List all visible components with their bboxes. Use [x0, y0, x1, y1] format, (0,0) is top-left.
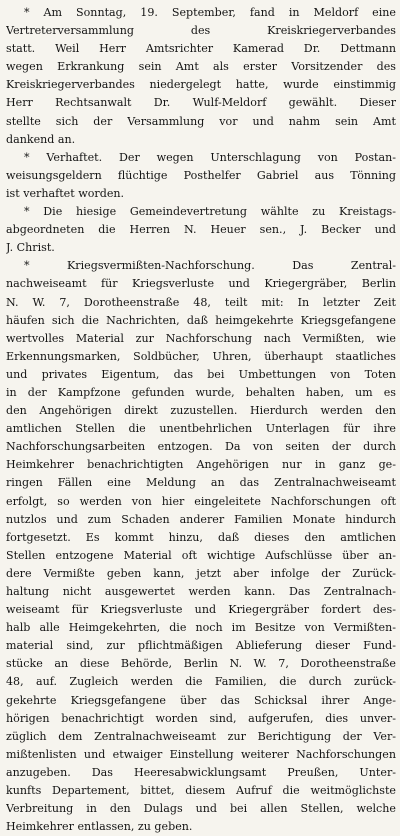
text-line: züglich dem Zentralnachweiseamt zur Berichtigung der Ver-	[6, 729, 396, 743]
text-line: Verbreitung in den Dulags und bei allen Stellen, welche	[6, 802, 396, 816]
text-line: erfolgt, so werden von hier eingeleitete Nachforschungen oft	[6, 494, 396, 508]
text-line: material sind, zur pflichtmäßigen Ablieferung dieser Fund-	[6, 639, 396, 653]
text-line: J. Christ.	[6, 241, 55, 255]
text-line: ringen Fällen eine Meldung an das Zentralnachweiseamt	[6, 476, 396, 490]
text-line: Vertreterversammlung des Kreiskriegerverbandes	[6, 24, 396, 38]
text-line: fortgesetzt. Es kommt hinzu, daß dieses den amtlichen	[6, 530, 396, 544]
text-line: Herr Rechtsanwalt Dr. Wulf-Meldorf gewählt. Dieser	[6, 96, 396, 110]
text-line: statt. Weil Herr Amtsrichter Kamerad Dr. Dettmann	[6, 42, 396, 56]
text-line: amtlichen Stellen die unentbehrlichen Unterlagen für ihre	[6, 422, 396, 436]
news-paragraph	[6, 149, 396, 203]
text-line: * Am Sonntag, 19. September, fand in Meldorf eine	[24, 6, 396, 19]
text-line: Erkennungsmarken, Soldbücher, Uhren, überhaupt staatliches	[6, 349, 396, 363]
text-line: Heimkehrer entlassen, zu geben.	[6, 820, 193, 834]
text-line: weiseamt für Kriegsverluste und Kriegergräber fordert des-	[6, 603, 396, 617]
news-paragraph	[6, 4, 396, 149]
text-line: weisungsgeldern flüchtige Posthelfer Gabriel aus Tönning	[6, 168, 396, 182]
text-line: wegen Erkrankung sein Amt als erster Vorsitzender des	[6, 60, 396, 74]
text-line: * Kriegsvermißten-Nachforschung. Das Zentral-	[24, 259, 396, 273]
text-line: * Verhaftet. Der wegen Unterschlagung von Postan-	[24, 150, 396, 164]
text-line: Kreiskriegerverbandes niedergelegt hatte, wurde einstimmig	[6, 78, 396, 92]
text-line: gekehrte Kriegsgefangene über das Schicksal ihrer Ange-	[6, 693, 396, 707]
text-line: 48, auf. Zugleich werden die Familien, die durch zurück-	[6, 675, 396, 689]
text-line: in der Kampfzone gefunden wurde, behalten haben, um es	[6, 385, 396, 399]
text-line: * Die hiesige Gemeindevertretung wählte zu Kreistags-	[24, 205, 396, 219]
text-line: den Angehörigen direkt zuzustellen. Hierdurch werden den	[6, 404, 396, 418]
text-line: stücke an diese Behörde, Berlin N. W. 7, Dorotheenstraße	[6, 657, 396, 671]
text-line: haltung nicht ausgewertet werden kann. Das Zentralnach-	[6, 585, 396, 598]
text-line: anzugeben. Das Heeresabwicklungsamt Preußen, Unter-	[6, 765, 396, 779]
text-line: wertvolles Material zur Nachforschung nach Vermißten, wie	[6, 331, 396, 345]
text-line: nachweiseamt für Kriegsverluste und Kriegergräber, Berlin	[6, 277, 396, 291]
text-line: halb alle Heimgekehrten, die noch im Besitze von Vermißten-	[6, 621, 396, 635]
text-line: dere Vermißte geben kann, jetzt aber infolge der Zurück-	[6, 566, 396, 580]
text-line: hörigen benachrichtigt worden sind, aufgerufen, dies unver-	[6, 711, 396, 725]
text-line: Nachforschungsarbeiten entzogen. Da von seiten der durch	[6, 440, 396, 454]
text-line: abgeordneten die Herren N. Heuer sen., J. Becker und	[6, 223, 396, 237]
text-line: mißtenlisten und etwaiger Einstellung weiterer Nachforschungen	[6, 747, 396, 761]
text-line: Stellen entzogene Material oft wichtige Aufschlüsse über an-	[6, 548, 396, 562]
text-line: stellte sich der Versammlung vor und nahm sein Amt	[6, 114, 396, 128]
text-line: kunfts Departement, bittet, diesem Aufruf die weitmöglichste	[6, 784, 396, 798]
text-line: nutzlos und zum Schaden anderer Familien Monate hindurch	[6, 512, 396, 526]
news-paragraph	[6, 257, 396, 836]
text-line: häufen sich die Nachrichten, daß heimgekehrte Kriegsgefangene	[6, 313, 396, 327]
text-line: N. W. 7, Dorotheenstraße 48, teilt mit: In letzter Zeit	[6, 295, 396, 309]
text-line: Heimkehrer benachrichtigten Angehörigen nur in ganz ge-	[6, 458, 396, 472]
text-line: ist verhaftet worden.	[6, 186, 125, 200]
news-paragraph	[6, 203, 396, 257]
text-line: dankend an.	[6, 132, 76, 146]
text-line: und privates Eigentum, das bei Umbettungen von Toten	[6, 367, 396, 381]
